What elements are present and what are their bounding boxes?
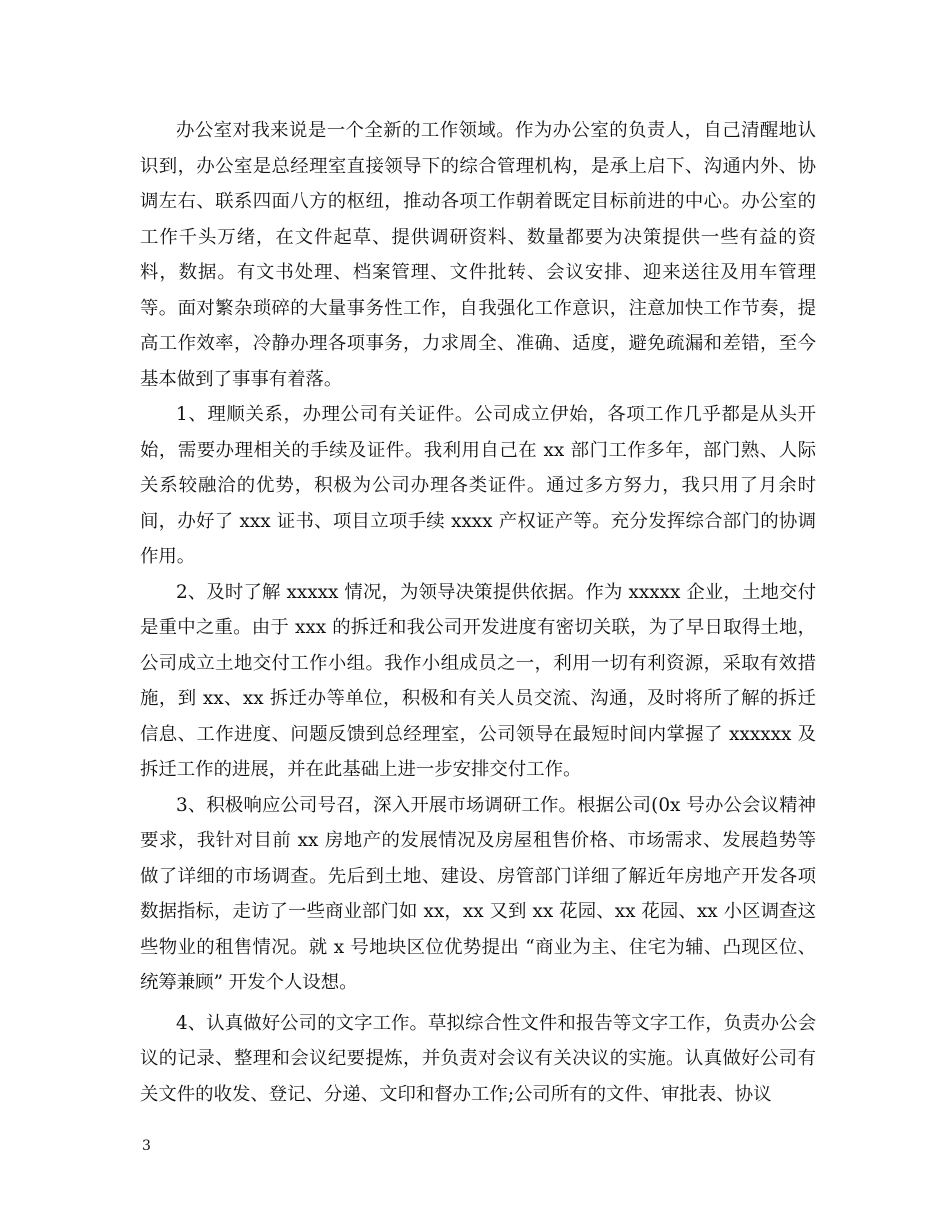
- paragraph-item-3: 3、积极响应公司号召，深入开展市场调研工作。根据公司(0x 号办公会议精神要求，我针对目前 xx 房地产的发展情况及房屋租售价格、市场需求、发展趋势等做了详细的市场调查。先后到土地、建设、房管部门详细了解近年房地产开发各项数据指标，走访了一些商业部门如 xx，xx 又到 xx 花园、xx 花园、xx 小区调查这些物业的租售情况。就 x 号地块区位优势提出 “商业为主、住宅为辅、凸现区位、统筹兼顾” 开发个人设想。: [140, 794, 816, 993]
- paragraph-item-4: 4、认真做好公司的文字工作。草拟综合性文件和报告等文字工作，负责办公会议的记录、整理和会议纪要提炼，并负责对会议有关决议的实施。认真做好公司有关文件的收发、登记、分递、文印和督办工作;公司所有的文件、审批表、协议: [140, 1012, 816, 1105]
- paragraph-intro: 办公室对我来说是一个全新的工作领域。作为办公室的负责人，自己清醒地认识到，办公室是总经理室直接领导下的综合管理机构，是承上启下、沟通内外、协调左右、联系四面八方的枢纽，推动各项工作朝着既定目标前进的中心。办公室的工作千头万绪，在文件起草、提供调研资料、数量都要为决策提供一些有益的资料，数据。有文书处理、档案管理、文件批转、会议安排、迎来送往及用车管理等。面对繁杂琐碎的大量事务性工作，自我强化工作意识，注意加快工作节奏，提高工作效率，冷静办理各项事务，力求周全、准确、适度，避免疏漏和差错，至今基本做到了事事有着落。: [140, 120, 816, 390]
- document-body: [140, 113, 816, 1112]
- paragraph-item-2: 2、及时了解 xxxxx 情况，为领导决策提供依据。作为 xxxxx 企业，土地交付是重中之重。由于 xxx 的拆迁和我公司开发进度有密切关联，为了早日取得土地，公司成立土地交付工作小组。我作小组成员之一，利用一切有利资源，采取有效措施，到 xx、xx 拆迁办等单位，积极和有关人员交流、沟通，及时将所了解的拆迁信息、工作进度、问题反馈到总经理室，公司领导在最短时间内掌握了 xxxxxx 及拆迁工作的进展，并在此基础上进一步安排交付工作。: [140, 581, 816, 780]
- page-number: 3: [142, 1138, 151, 1154]
- paragraph-item-1: 1、理顺关系，办理公司有关证件。公司成立伊始，各项工作几乎都是从头开始，需要办理相关的手续及证件。我利用自己在 xx 部门工作多年，部门熟、人际关系较融洽的优势，积极为公司办理各类证件。通过多方努力，我只用了月余时间，办好了 xxx 证书、项目立项手续 xxxx 产权证产等。充分发挥综合部门的协调作用。: [140, 404, 816, 567]
